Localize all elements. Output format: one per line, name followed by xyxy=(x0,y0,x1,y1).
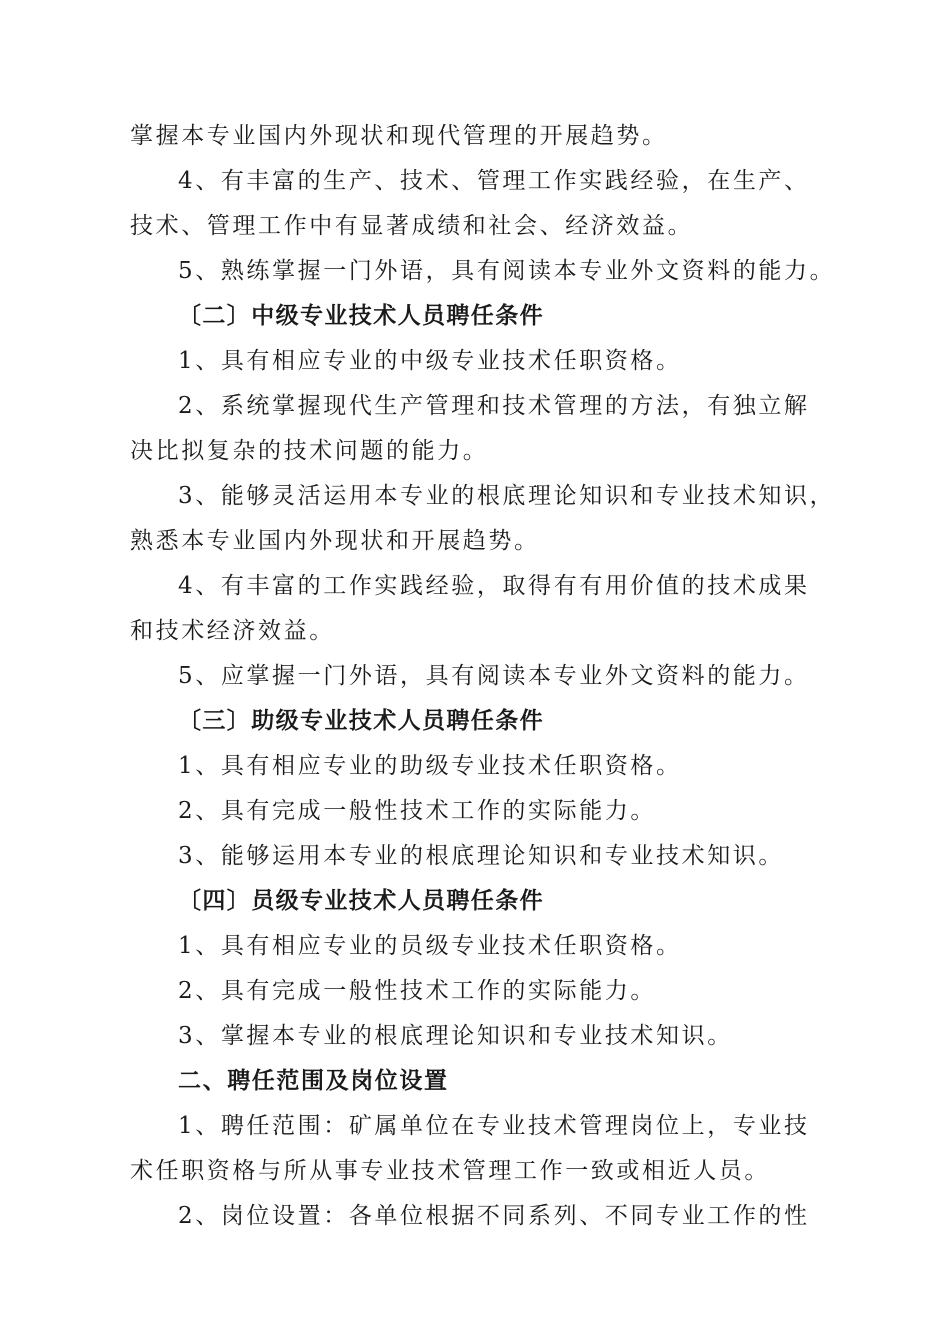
text-line-item-5: 5、熟练掌握一门外语，具有阅读本专业外文资料的能力。 xyxy=(178,258,836,284)
text-line-item-5: 5、应掌握一门外语，具有阅读本专业外文资料的能力。 xyxy=(178,663,810,689)
text-line-item-1: 1、具有相应专业的中级专业技术任职资格。 xyxy=(178,348,682,374)
text-line-item-4: 4、有丰富的生产、技术、管理工作实践经验，在生产、 xyxy=(178,168,810,194)
text-line-item-4: 4、有丰富的工作实践经验，取得有有用价值的技术成果 xyxy=(178,573,810,599)
text-line-item-2: 2、系统掌握现代生产管理和技术管理的方法，有独立解 xyxy=(178,393,810,419)
text-line-continuation: 术任职资格与所从事专业技术管理工作一致或相近人员。 xyxy=(130,1158,770,1184)
text-line-continuation: 技术、管理工作中有显著成绩和社会、经济效益。 xyxy=(130,213,694,239)
section-heading-scope: 二、聘任范围及岗位设置 xyxy=(178,1068,449,1094)
text-line-item-1: 1、具有相应专业的员级专业技术任职资格。 xyxy=(178,933,682,959)
subsection-heading-intermediate: 〔二〕中级专业技术人员聘任条件 xyxy=(178,303,544,329)
text-line-item-3: 3、能够运用本专业的根底理论知识和专业技术知识。 xyxy=(178,843,785,869)
text-line-item-1: 1、聘任范围：矿属单位在专业技术管理岗位上，专业技 xyxy=(178,1113,810,1139)
text-line-item-1: 1、具有相应专业的助级专业技术任职资格。 xyxy=(178,753,682,779)
text-line-item-3: 3、掌握本专业的根底理论知识和专业技术知识。 xyxy=(178,1023,733,1049)
text-line-continuation: 决比拟复杂的技术问题的能力。 xyxy=(130,438,489,464)
text-line-item-2: 2、具有完成一般性技术工作的实际能力。 xyxy=(178,798,657,824)
text-line-item-2: 2、具有完成一般性技术工作的实际能力。 xyxy=(178,978,657,1004)
subsection-heading-assistant: 〔三〕助级专业技术人员聘任条件 xyxy=(178,708,544,734)
text-line-item-2: 2、岗位设置：各单位根据不同系列、不同专业工作的性 xyxy=(178,1203,810,1229)
text-line-continuation: 和技术经济效益。 xyxy=(130,618,335,644)
text-line-item-3: 3、能够灵活运用本专业的根底理论知识和专业技术知识， xyxy=(178,483,836,509)
text-line-continuation: 掌握本专业国内外现状和现代管理的开展趋势。 xyxy=(130,123,668,149)
text-line-continuation: 熟悉本专业国内外现状和开展趋势。 xyxy=(130,528,540,554)
subsection-heading-junior: 〔四〕员级专业技术人员聘任条件 xyxy=(178,888,544,914)
